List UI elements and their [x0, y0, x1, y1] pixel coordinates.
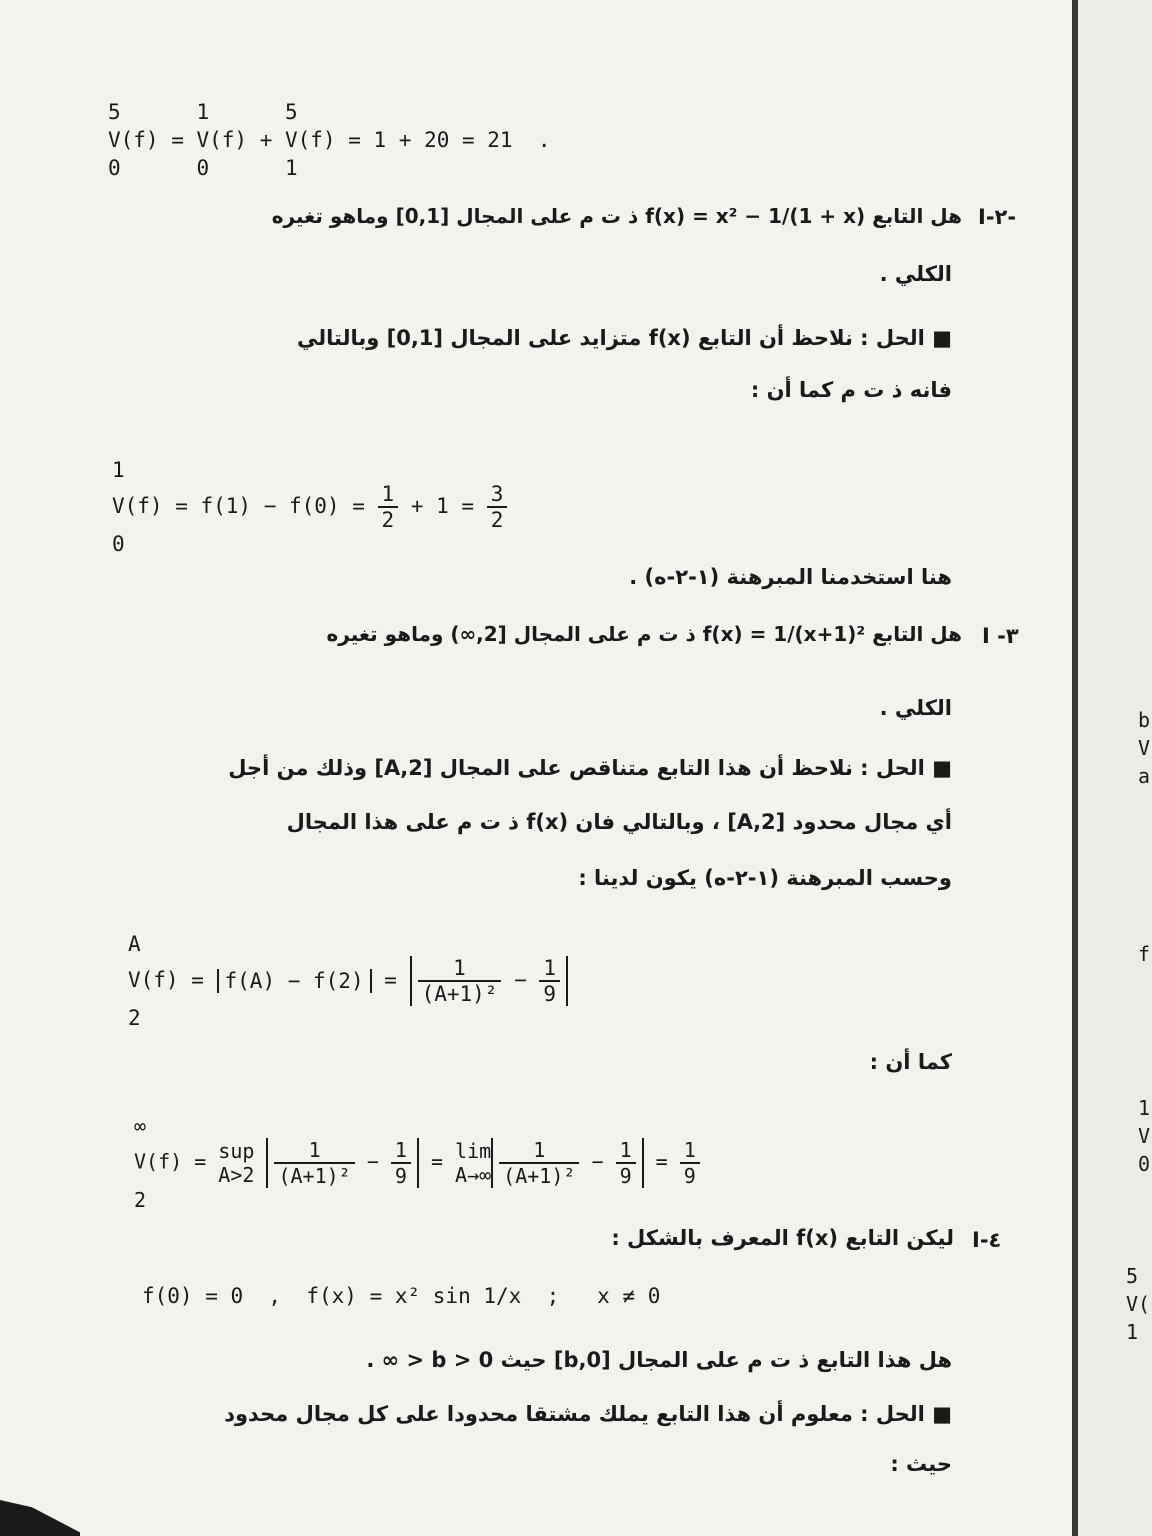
- solution-3-line2: أي مجال محدود [2,A] ، وبالتالي فان f(x) ذ ت م على هذا المجال: [286, 810, 952, 834]
- problem-3-line1: هل التابع f(x) = 1/(x+1)² ذ ت م على المجال [2,∞) وماهو تغيره: [326, 622, 962, 646]
- solution-3-line3: وحسب المبرهنة (١-٢-ه) يكون لدينا :: [578, 866, 952, 890]
- eq3: A V(f) = f(A) − f(2) = $\frac{1}{\text{(A+1)²}}$ − $\frac{1}{9}$ 2: [128, 932, 568, 1030]
- edge-char: b: [1138, 708, 1151, 732]
- solution-2-line1: ■ الحل : نلاحظ أن التابع f(x) متزايد على المجال [0,1] وبالتالي: [297, 326, 952, 350]
- edge-char: 1: [1126, 1320, 1139, 1344]
- eq2: 1 V(f) = f(1) − f(0) = $\frac{1}{2}$ + 1 = $\frac{3}{2}$ 0: [112, 458, 507, 556]
- problem-4-question: هل هذا التابع ذ ت م على المجال [0,b] حيث 0 < b < ∞ .: [366, 1348, 952, 1372]
- solution-3-line1: ■ الحل : نلاحظ أن هذا التابع متناقص على المجال [2,A] وذلك من أجل: [228, 756, 952, 780]
- problem-4-line1: ليكن التابع f(x) المعرف بالشكل :: [611, 1226, 954, 1250]
- problem-2-line1: هل التابع f(x) = x² − 1/(1 + x) ذ ت م على المجال [0,1] وماهو تغيره: [271, 204, 962, 228]
- scan-shadow-corner: [0, 1500, 80, 1536]
- edge-char: V: [1138, 736, 1151, 760]
- edge-char: 0: [1138, 1152, 1151, 1176]
- eq1-top: 5 1 5: [108, 100, 298, 124]
- theorem-note: هنا استخدمنا المبرهنة (١-٢-ه) .: [629, 565, 952, 589]
- eq1-main: V(f) = V(f) + V(f) = 1 + 20 = 21 .: [108, 128, 551, 152]
- problem-4-definition: f(0) = 0 , f(x) = x² sin 1/x ; x ≠ 0: [142, 1284, 661, 1308]
- edge-char: 5: [1126, 1264, 1139, 1288]
- solution-4-line2: حيث :: [890, 1452, 952, 1476]
- eq4: ∞ V(f) = sup A>2 $\frac{1}{\text{(A+1)²}}$ − $\frac{1}{9}$ = lim A→∞ $\frac{1}{\text{(A+1)²}}$ − $\frac{1}{9}$ = $\frac{1}{9}$ 2: [134, 1114, 700, 1212]
- problem-number-3: I -٣: [982, 624, 1019, 648]
- problem-number-4: I-٤: [972, 1228, 1002, 1252]
- solution-2-line2: فانه ذ ت م كما أن :: [750, 378, 952, 402]
- problem-3-line2: الكلي .: [879, 696, 952, 720]
- edge-char: V(: [1126, 1292, 1151, 1316]
- eq1-bottom: 0 0 1: [108, 156, 298, 180]
- problem-number-2: I-٢-: [978, 205, 1017, 229]
- edge-char: f: [1138, 942, 1151, 966]
- kama-an: كما أن :: [869, 1050, 952, 1074]
- solution-4-line1: ■ الحل : معلوم أن هذا التابع يملك مشتقا محدودا على كل مجال محدود: [224, 1402, 952, 1426]
- edge-char: a: [1138, 764, 1151, 788]
- edge-char: 1: [1138, 1096, 1151, 1120]
- problem-2-line2: الكلي .: [879, 262, 952, 286]
- edge-char: V: [1138, 1124, 1151, 1148]
